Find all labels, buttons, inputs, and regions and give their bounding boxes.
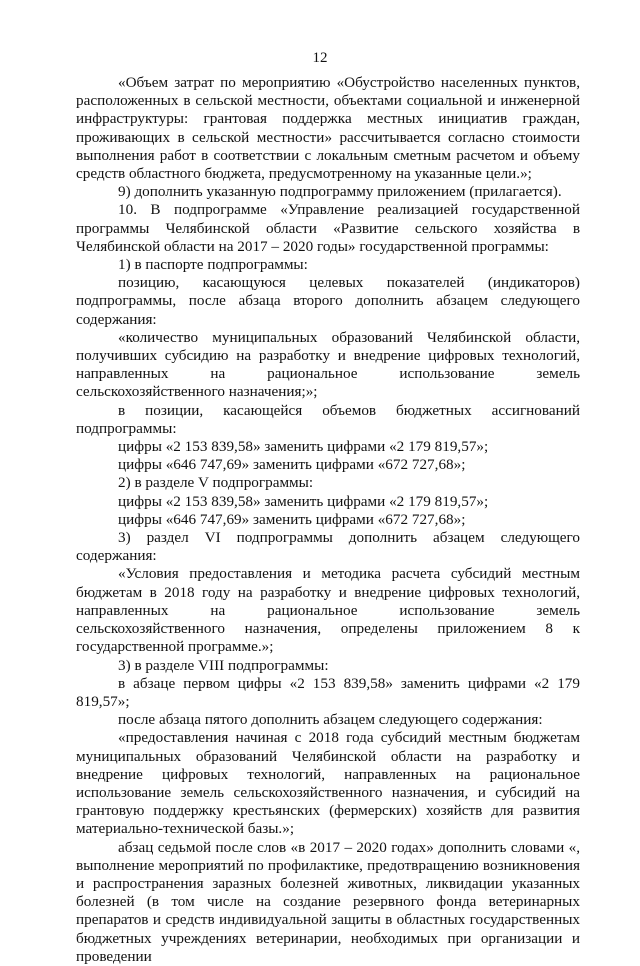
paragraph: в позиции, касающейся объемов бюджетных ассигнований подпрограммы: <box>76 401 580 437</box>
paragraph: цифры «2 153 839,58» заменить цифрами «2 179 819,57»; <box>118 438 489 456</box>
paragraph: «Объем затрат по мероприятию «Обустройство населенных пунктов, расположенных в сельской местности, объектами социальной и инженерной инфраструктуры: грантовая поддержка местных инициатив граждан, проживающих в сельской местности» рассчитывается согласно стоимости выполнения работ в соответствии с локальным сметным расчетом и объему средств областного бюджета, предусмотренному на указанные цели.»; <box>76 74 580 183</box>
page-number: 12 <box>312 50 328 66</box>
paragraph: абзац седьмой после слов «в 2017 – 2020 годах» дополнить словами «, выполнение мероприятий по профилактике, предотвращению возникновения и распространения заразных болезней животных, ликвидации указанных болезней (в том числе на создание резервного фонда ветеринарных препаратов и средств индивидуальной защиты в областных государственных бюджетных учреждениях ветеринарии, необходимых при организации и проведении <box>76 838 580 965</box>
paragraph: «предоставления начиная с 2018 года субсидий местным бюджетам муниципальных образований Челябинской области на разработку и внедрение цифровых технологий, направленных на рациональное использование земель сельскохозяйственного назначения, и субсидий на грантовую поддержку крестьянских (фермерских) хозяйств для развития материально-технической базы.»; <box>76 729 580 838</box>
paragraph: 3) раздел VI подпрограммы дополнить абзацем следующего содержания: <box>76 529 580 565</box>
paragraph: после абзаца пятого дополнить абзацем следующего содержания: <box>118 711 543 729</box>
paragraph: «количество муниципальных образований Челябинской области, получивших субсидию на разработку и внедрение цифровых технологий, направленных на рациональное использование земель сельскохозяйственного назначения;»; <box>76 328 580 401</box>
paragraph: 3) в разделе VIII подпрограммы: <box>118 656 329 674</box>
paragraph: 10. В подпрограмме «Управление реализацией государственной программы Челябинской области «Развитие сельского хозяйства в Челябинской области на 2017 – 2020 годы» государственной программы: <box>76 201 580 255</box>
paragraph: в абзаце первом цифры «2 153 839,58» заменить цифрами «2 179 819,57»; <box>76 674 580 710</box>
paragraph: «Условия предоставления и методика расчета субсидий местным бюджетам в 2018 году на разработку и внедрение цифровых технологий, направленных на рациональное использование земель сельскохозяйственного назначения, определены приложением 8 к государственной программе.»; <box>76 565 580 656</box>
paragraph: цифры «646 747,69» заменить цифрами «672 727,68»; <box>118 456 466 474</box>
document-body <box>76 74 580 966</box>
paragraph: 1) в паспорте подпрограммы: <box>118 256 308 274</box>
paragraph: 2) в разделе V подпрограммы: <box>118 474 314 492</box>
paragraph: позицию, касающуюся целевых показателей (индикаторов) подпрограммы, после абзаца второго дополнить абзацем следующего содержания: <box>76 274 580 328</box>
paragraph: 9) дополнить указанную подпрограмму приложением (прилагается). <box>118 183 562 201</box>
paragraph: цифры «646 747,69» заменить цифрами «672 727,68»; <box>118 510 466 528</box>
paragraph: цифры «2 153 839,58» заменить цифрами «2 179 819,57»; <box>118 492 489 510</box>
